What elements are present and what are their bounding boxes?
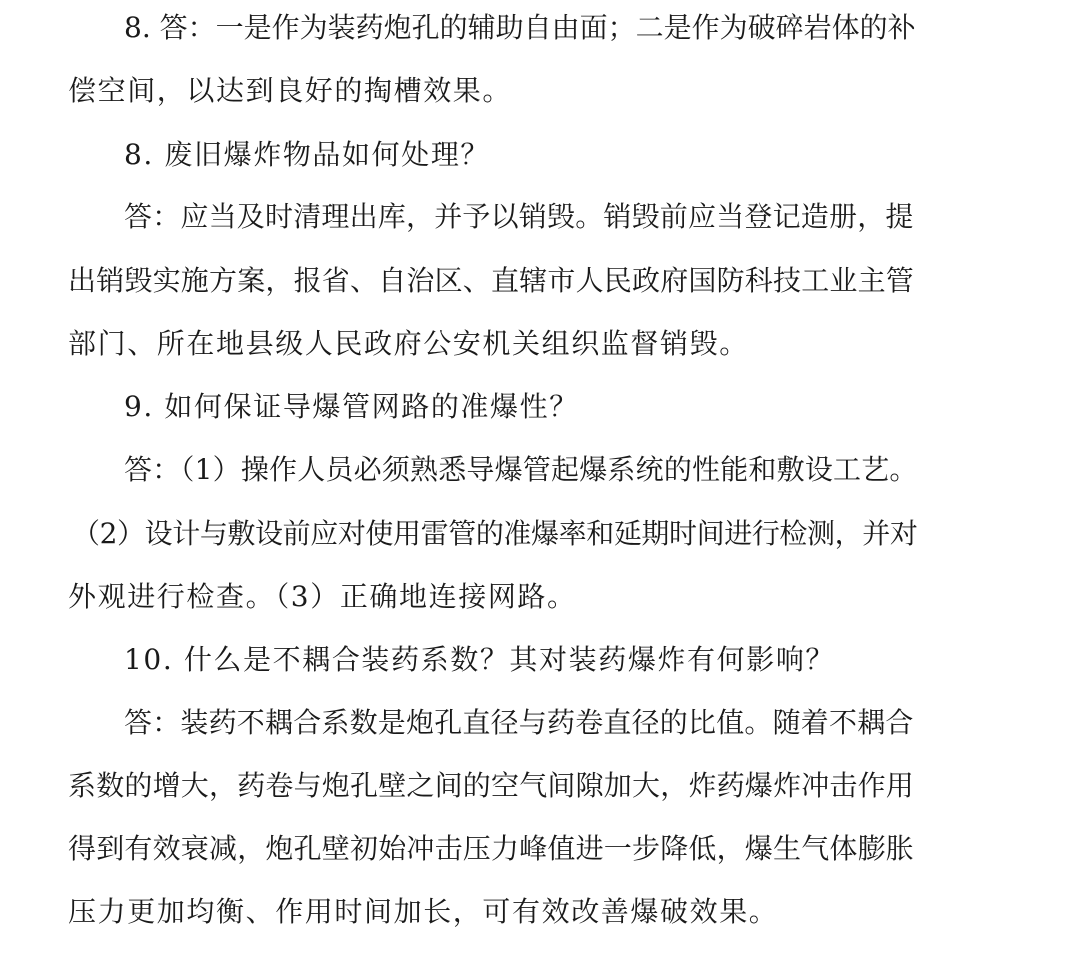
answer-9-line-1: 答：（1）操作人员必须熟悉导爆管起爆系统的性能和敷设工艺。 xyxy=(124,453,918,486)
answer-8b-line-2: 出销毁实施方案，报省、自治区、直辖市人民政府国防科技工业主管 xyxy=(68,264,915,297)
question-10: 10. 什么是不耦合装药系数？其对装药爆炸有何影响？ xyxy=(124,643,836,676)
answer-8-line-2: 偿空间，以达到良好的掏槽效果。 xyxy=(68,74,513,107)
answer-8b-line-3: 部门、所在地县级人民政府公安机关组织监督销毁。 xyxy=(68,327,749,360)
answer-9-line-3: 外观进行检查。（3）正确地连接网路。 xyxy=(68,580,577,613)
answer-9-line-2: （2）设计与敷设前应对使用雷管的准爆率和延期时间进行检测，并对 xyxy=(72,517,918,550)
question-8: 8. 废旧爆炸物品如何处理？ xyxy=(124,138,491,171)
answer-10-line-3: 得到有效衰减，炮孔壁初始冲击压力峰值进一步降低，爆生气体膨胀 xyxy=(68,832,915,865)
answer-10-line-4: 压力更加均衡、作用时间加长，可有效改善爆破效果。 xyxy=(68,895,779,928)
answer-10-line-2: 系数的增大，药卷与炮孔壁之间的空气间隙加大，炸药爆炸冲击作用 xyxy=(68,769,915,802)
answer-8b-line-1: 答：应当及时清理出库，并予以销毁。销毁前应当登记造册，提 xyxy=(124,200,914,233)
answer-10-line-1: 答：装药不耦合系数是炮孔直径与药卷直径的比值。随着不耦合 xyxy=(124,706,914,739)
question-9: 9. 如何保证导爆管网路的准爆性？ xyxy=(124,390,579,423)
answer-8-line-1: 8. 答：一是作为装药炮孔的辅助自由面；二是作为破碎岩体的补 xyxy=(124,11,916,44)
